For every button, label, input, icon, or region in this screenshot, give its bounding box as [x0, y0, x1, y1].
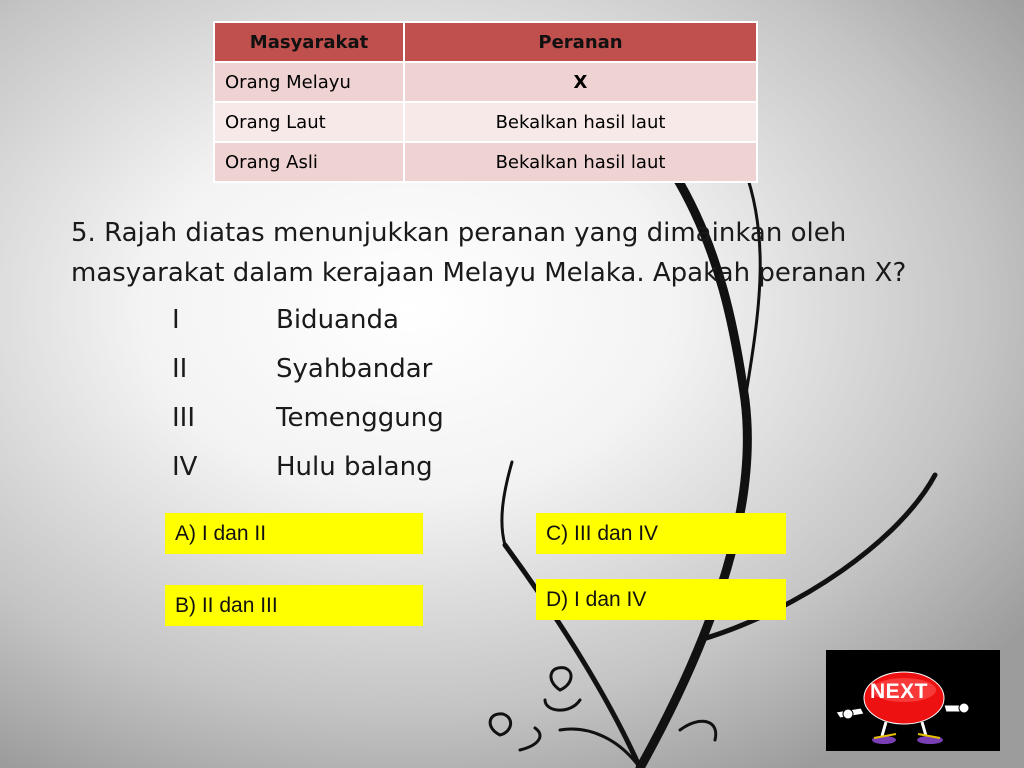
roles-table: [213, 21, 758, 183]
header-masyarakat: Masyarakat: [214, 22, 404, 62]
next-button[interactable]: [826, 650, 1000, 751]
option-numeral: I: [172, 305, 180, 335]
cell-role: X: [404, 62, 757, 102]
option-numeral: III: [172, 403, 196, 433]
option-label: Biduanda: [276, 305, 399, 335]
question-text: 5. Rajah diatas menunjukkan peranan yang dimainkan oleh masyarakat dalam kerajaan Melayu Melaka. Apakah peranan X?: [71, 218, 907, 288]
answer-a-button[interactable]: A) I dan II: [165, 513, 423, 554]
table-header-row: [214, 22, 757, 62]
table-row: [214, 62, 757, 102]
option-label: Syahbandar: [276, 354, 433, 384]
answer-d-button[interactable]: D) I dan IV: [536, 579, 786, 620]
cell-community: Orang Melayu: [214, 62, 404, 102]
header-peranan: Peranan: [404, 22, 757, 62]
cell-community: Orang Asli: [214, 142, 404, 182]
answer-c-button[interactable]: C) III dan IV: [536, 513, 786, 554]
cell-role: Bekalkan hasil laut: [404, 142, 757, 182]
option-label: Hulu balang: [276, 452, 433, 482]
table-row: [214, 142, 757, 182]
answer-b-button[interactable]: B) II dan III: [165, 585, 423, 626]
next-label: NEXT: [870, 680, 929, 703]
option-numeral: II: [172, 354, 188, 384]
option-numeral: IV: [172, 452, 198, 482]
table-row: [214, 102, 757, 142]
cell-community: Orang Laut: [214, 102, 404, 142]
option-label: Temenggung: [276, 403, 444, 433]
cell-role: Bekalkan hasil laut: [404, 102, 757, 142]
